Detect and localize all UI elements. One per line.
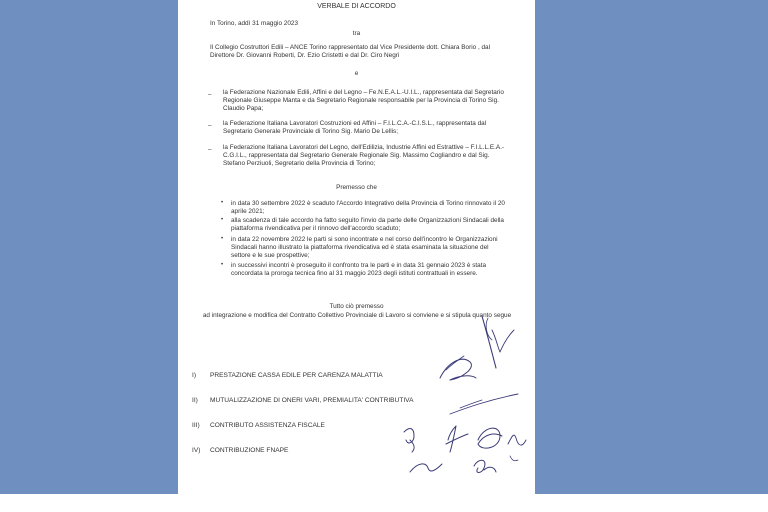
premesso-heading: Premesso che	[336, 184, 377, 191]
handwritten-signatures	[178, 0, 535, 494]
section-number: I)	[192, 372, 197, 379]
section-title: PRESTAZIONE CASSA EDILE PER CARENZA MALATTIA	[210, 372, 383, 379]
premise-point: in data 22 novembre 2022 le parti si sono incontrate e nel corso dell'incontro le Organizzazioni Sindacali hanno illustrato la piattaforma rivendicativa ed è stata esaminata la situazione del settore e le sue prospettive;	[231, 236, 498, 259]
bottom-band	[0, 494, 768, 512]
federation-dash: –	[208, 146, 212, 153]
premise-point: in data 30 settembre 2022 è scaduto l'Accordo Integrativo della Provincia di Torino rinnovato il 20 aprile 2021;	[231, 200, 505, 215]
section-title: CONTRIBUTO ASSISTENZA FISCALE	[210, 422, 325, 429]
date-line: In Torino, addì 31 maggio 2023	[210, 20, 298, 27]
section-number: III)	[192, 422, 200, 429]
point-bullet: •	[221, 217, 224, 223]
federation-dash: –	[208, 91, 212, 98]
section-number: II)	[192, 397, 198, 404]
point-bullet: •	[221, 200, 224, 206]
federation-item: la Federazione Nazionale Edili, Affini e del Legno – Fe.N.E.A.L.-U.I.L., rappresentata dal Segretario Regionale Giuseppe Manta e da Segretario Regionale responsabile per la Provincia di Torino Sig. Claudio Papa;	[223, 89, 504, 112]
intro-paragraph: Il Collegio Costruttori Edili – ANCE Torino rappresentato dal Vice Presidente dott. Chiara Borio , dal Direttore Dr. Giovanni Roberti, Dr. Ezio Cristetti e dal Dr. Ciro Negri	[210, 44, 491, 59]
point-bullet: •	[221, 262, 224, 268]
federation-item: la Federazione Italiana Lavoratori del Legno, dell'Edilizia, Industrie Affini ed Estrattive – F.I.L.L.E.A.-C.G.I.L., rappresentata dal Segretario Generale Regionale Sig. Massimo Cogliandro e dal Sig. Stefano Perziuoli, Segretario della Provincia di Torino;	[223, 144, 505, 167]
and-word: e	[354, 70, 359, 77]
federation-item: la Federazione Italiana Lavoratori Costruzioni ed Affini – F.I.L.C.A.-C.I.S.L., rappresentata dal Segretario Generale Provinciale di Torino Sig. Mario De Lellis;	[223, 120, 487, 135]
document-title: VERBALE DI ACCORDO	[317, 3, 396, 10]
point-bullet: •	[221, 236, 224, 242]
section-number: IV)	[192, 447, 201, 454]
section-title: CONTRIBUZIONE FNAPE	[210, 447, 289, 454]
premise-point: in successivi incontri è proseguito il confronto tra le parti e in data 31 gennaio 2023 è stata concordata la proroga tecnica fino al 31 maggio 2023 degli istituti contrattuali in essere.	[231, 262, 487, 277]
document-page	[178, 0, 535, 494]
integration-clause: ad integrazione e modifica del Contratto Collettivo Provinciale di Lavoro si conviene e si stipula quanto segue	[202, 312, 512, 319]
premise-point: alla scadenza di tale accordo ha fatto seguito l'invio da parte delle Organizzazioni Sindacali della piattaforma rivendicativa per il rinnovo dell'accordo scaduto;	[231, 217, 504, 232]
between-word: tra	[352, 30, 361, 37]
section-title: MUTUALIZZAZIONE DI ONERI VARI, PREMIALITA' CONTRIBUTIVA	[210, 397, 414, 404]
tutto-premesso: Tutto ciò premesso	[329, 303, 384, 310]
federation-dash: –	[208, 122, 212, 129]
